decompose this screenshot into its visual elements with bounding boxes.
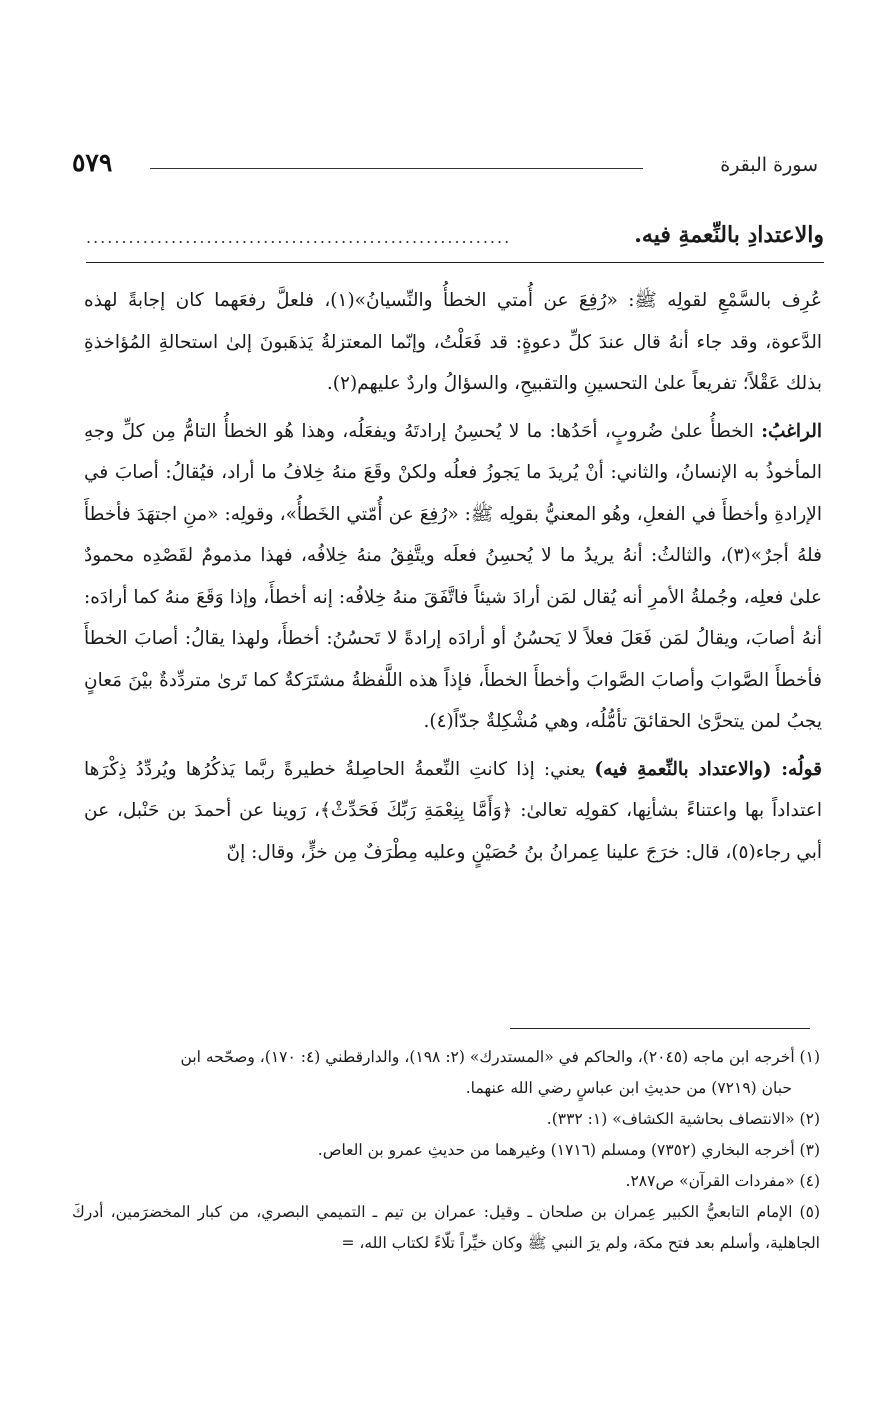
paragraph-3-text: يعني: إذا كانتِ النِّعمةُ الحاصِلةُ خطيرةً ربَّما يَذكُرُها ويُردِّدُ ذِكْرَها اعتداداً بها واعتناءً بشأنِها، كقولِه تعالىٰ: ﴿وَأَمَّا بِنِعْمَةِ رَبِّكَ فَحَدِّثْ﴾، رَوينا عن أحمدَ بن حَنْبل، عن أبي رجاء(٥)، قال: خرَجَ علينا عِمرانُ بنُ حُصَيْنٍ وعليه مِطْرَفٌ مِن خزٍّ، وقال: إنّ	[84, 758, 822, 863]
footnote-1: (١) أخرجه ابن ماجه (٢٠٤٥)، والحاكم في «المستدرك» (٢: ١٩٨)، والدارقطني (٤: ١٧٠)، وصحّحه ابن	[180, 1048, 820, 1066]
paragraph-3	[84, 749, 822, 874]
footnote-1-continued: حبان (٧٢١٩) من حديثِ ابن عباسٍ رضي الله عنهما.	[465, 1079, 792, 1097]
footnotes	[72, 1042, 820, 1259]
heading-rule	[86, 262, 824, 263]
paragraph-1-text: عُرِف بالسَّمْعِ لقولِه ﷺ: «رُفِعَ عن أُمتي الخطأُ والنِّسيانُ»(١)، فلعلَّ رفعَهما كان إجابةً لهذه الدَّعوة، وقد جاء أنهُ قال عندَ كلِّ دعوةٍ: قد فَعَلْتُ، وإنّما المعتزلةُ يَذهَبونَ إلىٰ استحالةِ المُؤاخذةِ بذلك عَقْلاً؛ تفريعاً علىٰ التحسينِ والتقبيحِ، والسؤالُ واردٌ عليهم(٢).	[84, 290, 822, 394]
page-header	[72, 148, 818, 188]
main-text	[84, 280, 822, 873]
section-heading-line	[86, 222, 824, 262]
surah-title: سورة البقرة	[720, 154, 818, 176]
paragraph-2-text: الخطأُ علىٰ ضُروبٍ، أحَدُها: ما لا يُحسِنُ إرادتَهُ ويفعَلُه، وهذا هُو الخطأُ التامُّ مِن كلِّ وجهِ المأخوذُ به الإنسانُ، والثاني: أنْ يُريدَ ما يَجوزُ فعلُه ولكنْ وقَعَ منهُ خِلافُ ما أراد، فيُقالُ: أصابَ في الإرادةِ وأخطأَ في الفعلِ، وهُو المعنيُّ بقولِه ﷺ: «رُفِعَ عن أُمّتي الخَطأُ»، وقولِه: «منِ اجتهَدَ فأخطأَ فلهُ أجرٌ»(٣)، والثالثُ: أنهُ يريدُ ما لا يُحسِنُ فعلَه ويتَّفِقُ منهُ خِلافُه، فهذا مذمومٌ لقَصْدِه محمودٌ علىٰ فعلِه، وجُملةُ الأمرِ أنه يُقال لمَن أرادَ شيئاً فاتَّفَقَ منهُ خِلافُه: إنه أخطأَ، وإذا وَقَعَ منهُ كما أرادَه: أنهُ أصابَ، ويقالُ لمَن فَعَلَ فعلاً لا يَحسُنُ أو أرادَه إرادةً لا تَحسُنُ: أخطأَ، ولهذا يقالُ: أصابَ الخطأَ فأخطأَ الصَّوابَ وأصابَ الصَّوابَ وأخطأَ الخطأَ، فإذاً هذه اللَّفظةُ مشتَرَكةٌ كما تَرىٰ متردِّدةٌ بيْنَ مَعانٍ يجبُ لمن يتحرَّىٰ الحقائقَ تأمُّلُه، وهي مُشْكِلةٌ جدّاً(٤).	[84, 420, 822, 732]
footnote-4: (٤) «مفردات القرآن» ص٢٨٧.	[625, 1172, 820, 1190]
heading-leader-dots: ............................................................	[86, 228, 512, 247]
paragraph-3-lead: قولُه: (والاعتداد بالنِّعمةِ فيه)	[594, 758, 822, 780]
section-heading: والاعتدادِ بالنِّعمةِ فيه.	[634, 222, 824, 248]
footnote-separator	[510, 1028, 810, 1029]
footnote-3: (٣) أخرجه البخاري (٧٣٥٢) ومسلم (١٧١٦) وغيرهما من حديثِ عمرو بن العاص.	[317, 1141, 820, 1159]
footnote-2: (٢) «الانتصاف بحاشية الكشاف» (١: ٣٣٢).	[546, 1110, 820, 1128]
paragraph-2-lead: الراغبُ:	[761, 420, 822, 442]
paragraph-2	[84, 411, 822, 743]
page-number: ٥٧٩	[72, 148, 113, 177]
paragraph-1	[84, 280, 822, 405]
header-rule	[150, 168, 643, 169]
footnote-5: (٥) الإمام التابعيُّ الكبير عِمران بن صلحان ـ وقيل: عمران بن تيم ـ التميمي البصري، من كبار المخضرَمين، أدركَ الجاهلية، وأسلم بعد فتح مكة، ولم يرَ النبي ﷺ وكان خيِّراً تلّاءً لكتاب الله، =	[72, 1203, 820, 1252]
